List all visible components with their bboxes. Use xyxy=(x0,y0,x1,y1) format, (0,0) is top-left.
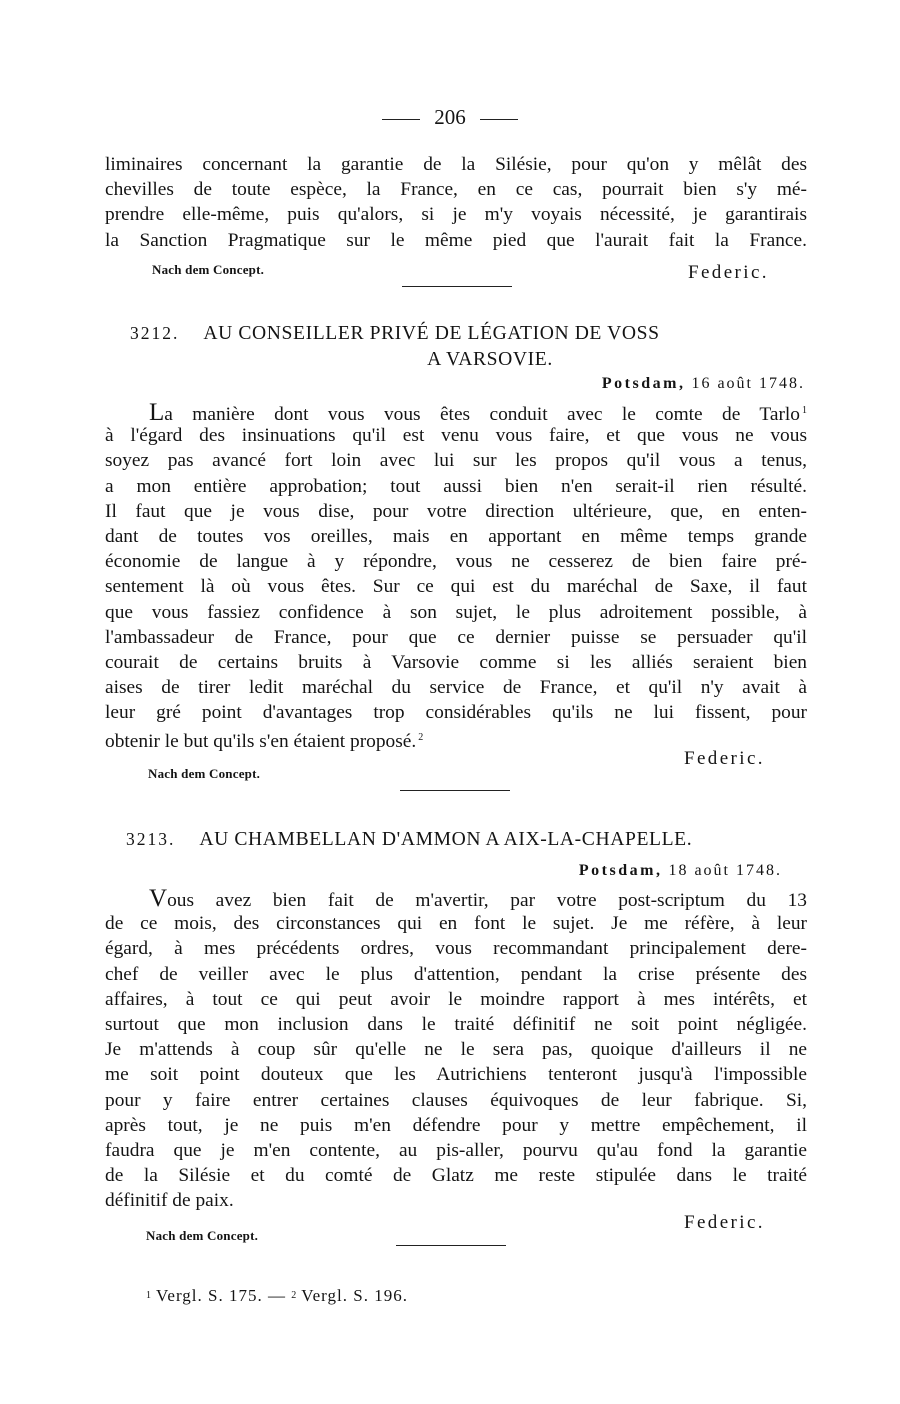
text-line: courait de certains bruits à Varsovie comme si les alliés seraient bien xyxy=(105,651,807,673)
dateline xyxy=(540,375,805,393)
dateline-date: 18 août 1748. xyxy=(668,862,782,879)
text-line: surtout que mon inclusion dans le traité définitif ne soit point négligée. xyxy=(105,1013,807,1035)
text-line: chevilles de toute espèce, la France, en ce cas, pourrait bien s'y mé- xyxy=(105,179,807,201)
text-line: soyez pas avancé fort loin avec lui sur les propos qu'il vous a tenus, xyxy=(105,450,807,472)
initial-letter: V xyxy=(149,885,168,912)
text-line: dant de toutes vos oreilles, mais en apportant en même temps grande xyxy=(105,525,807,547)
section-divider xyxy=(400,790,510,791)
dateline xyxy=(520,862,782,880)
dateline-date: 16 août 1748. xyxy=(691,375,805,392)
text-line xyxy=(105,725,807,753)
letter-body xyxy=(105,398,807,751)
source-note: Nach dem Concept. xyxy=(152,262,265,277)
initial-letter: L xyxy=(149,399,165,426)
letter-title: AU CHAMBELLAN D'AMMON A AIX-LA-CHAPELLE. xyxy=(199,829,693,850)
source-note: Nach dem Concept. xyxy=(146,1228,259,1243)
letter-title: AU CONSEILLER PRIVÉ DE LÉGATION DE VOSS xyxy=(203,323,660,344)
footnote-text: Vergl. S. 196. xyxy=(301,1286,408,1305)
page-number-dash-right xyxy=(480,119,518,120)
footnote-reference: 2 xyxy=(418,732,424,744)
text-line: leur gré point d'avantages trop considérables qu'ils ne lui fissent, pour xyxy=(105,702,807,724)
footnote-reference: 1 xyxy=(802,405,807,416)
signature: Federic. xyxy=(688,262,769,283)
source-note: Nach dem Concept. xyxy=(148,766,261,781)
text-line: définitif de paix. xyxy=(105,1190,234,1212)
letter-heading xyxy=(130,320,810,373)
text-line: affaires, à tout ce qui peut avoir le moindre rapport à mes intérêts, et xyxy=(105,988,807,1010)
footnotes xyxy=(146,1286,408,1306)
letter-heading xyxy=(126,826,806,853)
text-line: aises de tirer ledit maréchal du service de France, et qu'il n'y avait à xyxy=(105,677,807,699)
text-line: de ce mois, des circonstances qui en font le sujet. Je me réfère, à leur xyxy=(105,913,807,935)
text-line-content: obtenir le but qu'ils s'en étaient proposé. xyxy=(105,731,417,753)
text-line-content: ous avez bien fait de m'avertir, par votre post-scriptum du 13 xyxy=(167,890,807,911)
text-line: a mon entière approbation; tout aussi bien n'en serait-il rien résulté. xyxy=(105,475,807,497)
page-number-value: 206 xyxy=(434,105,466,129)
text-line: chef de veiller avec le plus d'attention, pendant la crise présente des xyxy=(105,963,807,985)
letter-body xyxy=(105,886,807,1213)
text-line xyxy=(105,886,807,911)
footnote-mark: 1 xyxy=(146,1290,152,1301)
section-divider xyxy=(396,1245,506,1246)
signature: Federic. xyxy=(684,748,765,769)
text-line: me soit point douteux que les Autrichiens tenteront jusqu'à l'impossible xyxy=(105,1064,807,1086)
dateline-place: Potsdam, xyxy=(601,375,686,392)
letter-number: 3212. xyxy=(130,323,180,343)
letter-number: 3213. xyxy=(126,829,176,849)
signature: Federic. xyxy=(684,1212,765,1233)
text-line: la Sanction Pragmatique sur le même pied que l'aurait fait la France. xyxy=(105,229,807,251)
text-line: égard, à mes précédents ordres, vous recommandant principalement dere- xyxy=(105,938,807,960)
text-line xyxy=(105,398,807,426)
letter-title-continued: A VARSOVIE. xyxy=(427,349,553,370)
text-line: prendre elle-même, puis qu'alors, si je m'y voyais nécessité, je garantirais xyxy=(105,204,807,226)
page-number xyxy=(0,104,900,130)
text-line: Il faut que je vous dise, pour votre direction ultérieure, que, en enten- xyxy=(105,500,807,522)
text-line: après tout, je ne puis m'en défendre pour y mettre empêchement, il xyxy=(105,1114,807,1136)
text-line: à l'égard des insinuations qu'il est venu vous faire, et que vous ne vous xyxy=(105,425,807,447)
text-line: faudra que je m'en contente, au pis-aller, pourvu qu'au fond la garantie xyxy=(105,1139,807,1161)
text-line-content: a manière dont vous vous êtes conduit avec le comte de Tarlo xyxy=(164,404,800,425)
text-line: Je m'attends à coup sûr qu'elle ne le sera pas, quoique d'ailleurs il ne xyxy=(105,1039,807,1061)
text-line: que vous fassiez confidence à son sujet, le plus adroitement possible, à xyxy=(105,601,807,623)
text-line: pour y faire entrer certaines clauses équivoques de leur fabrique. Si, xyxy=(105,1089,807,1111)
footnote-text: Vergl. S. 175. — xyxy=(156,1286,286,1305)
text-line: économie de langue à y répondre, vous ne cesserez de bien faire pré- xyxy=(105,551,807,573)
text-line: sentement là où vous êtes. Sur ce qui est du maréchal de Saxe, il faut xyxy=(105,576,807,598)
continuation-text xyxy=(105,152,807,253)
page-number-dash-left xyxy=(382,119,420,120)
footnote-mark: 2 xyxy=(291,1290,298,1301)
dateline-place: Potsdam, xyxy=(578,862,663,879)
text-line: liminaires concernant la garantie de la Silésie, pour qu'on y mêlât des xyxy=(105,154,807,175)
text-line: de la Silésie et du comté de Glatz me reste stipulée dans le traité xyxy=(105,1165,807,1187)
section-divider xyxy=(402,286,512,287)
text-line: l'ambassadeur de France, pour que ce dernier puisse se persuader qu'il xyxy=(105,626,807,648)
